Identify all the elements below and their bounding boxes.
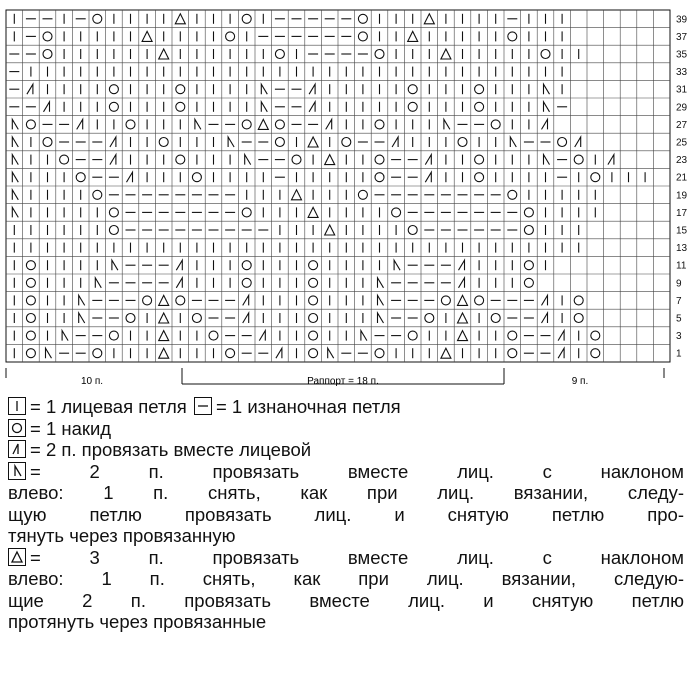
legend-skpo-text-1: = 2 п. провязать вместе лиц. с наклоном bbox=[30, 460, 684, 482]
yarn-over-stitch bbox=[109, 226, 118, 235]
legend-sk2po-line-4: протянуть через провязанные bbox=[8, 611, 267, 632]
row-number: 31 bbox=[676, 84, 688, 96]
k2tog-stitch bbox=[44, 102, 50, 112]
yarn-over-stitch bbox=[26, 349, 35, 358]
sk2po-symbol-icon bbox=[8, 548, 26, 566]
sk2po-stitch bbox=[159, 331, 169, 341]
legend-skpo-line-3: щую петлю провязать лиц. и снятую петлю про- bbox=[8, 503, 684, 525]
sk2po-stitch bbox=[441, 49, 451, 59]
yarn-over-stitch bbox=[226, 349, 235, 358]
yarn-over-stitch bbox=[358, 14, 367, 23]
yarn-over-stitch bbox=[159, 138, 168, 147]
sk2po-stitch bbox=[159, 295, 169, 305]
yarn-over-stitch bbox=[93, 14, 102, 23]
yarn-over-stitch bbox=[275, 120, 284, 129]
k2tog-stitch bbox=[27, 84, 33, 94]
yarn-over-stitch bbox=[342, 138, 351, 147]
yarn-over-stitch bbox=[176, 102, 185, 111]
yarn-over-stitch bbox=[375, 155, 384, 164]
yarn-over-stitch bbox=[126, 120, 135, 129]
sk2po-stitch bbox=[258, 119, 268, 129]
sk2po-stitch bbox=[292, 190, 302, 200]
legend-knit-purl bbox=[8, 396, 684, 418]
yarn-over-stitch bbox=[275, 138, 284, 147]
yarn-over-stitch bbox=[375, 50, 384, 59]
k2tog-stitch bbox=[558, 348, 564, 358]
row-number: 37 bbox=[676, 31, 688, 43]
purl-symbol-icon bbox=[194, 397, 212, 415]
yarn-over-stitch bbox=[475, 296, 484, 305]
skpo-stitch bbox=[12, 119, 18, 129]
yarn-over-stitch bbox=[192, 314, 201, 323]
yarn-over-stitch bbox=[275, 50, 284, 59]
yarn-over-stitch bbox=[26, 261, 35, 270]
sk2po-stitch bbox=[458, 331, 468, 341]
yarn-over-stitch bbox=[375, 349, 384, 358]
yarn-over-stitch bbox=[109, 85, 118, 94]
skpo-stitch bbox=[12, 172, 18, 182]
yarn-over-stitch bbox=[408, 102, 417, 111]
yarn-over-stitch bbox=[126, 314, 135, 323]
yarn-over-stitch bbox=[242, 14, 251, 23]
yarn-over-stitch bbox=[242, 278, 251, 287]
yarn-over-stitch bbox=[109, 331, 118, 340]
skpo-stitch bbox=[12, 207, 18, 217]
legend-knit-text: = 1 лицевая петля bbox=[30, 396, 187, 417]
legend-sk2po-text-1: = 3 п. провязать вместе лиц. с наклоном bbox=[30, 546, 684, 568]
skpo-stitch bbox=[378, 278, 384, 288]
yarn-over-stitch bbox=[491, 120, 500, 129]
yarn-over-stitch bbox=[558, 138, 567, 147]
row-number: 3 bbox=[676, 331, 682, 343]
legend-purl-text: = 1 изнаночная петля bbox=[215, 396, 401, 417]
k2tog-stitch bbox=[77, 119, 83, 129]
skpo-stitch bbox=[195, 119, 201, 129]
yarn-over-stitch bbox=[176, 85, 185, 94]
row-number-column bbox=[676, 14, 688, 359]
legend-skpo-line-4: тянуть через провязанную bbox=[8, 525, 236, 546]
yarn-over-stitch bbox=[475, 85, 484, 94]
yarn-over-symbol-icon bbox=[8, 419, 26, 437]
k2tog-stitch bbox=[127, 172, 133, 182]
skpo-stitch bbox=[394, 260, 400, 270]
skpo-stitch bbox=[62, 331, 68, 341]
yarn-over-stitch bbox=[408, 226, 417, 235]
yarn-over-stitch bbox=[43, 32, 52, 41]
yarn-over-stitch bbox=[408, 331, 417, 340]
skpo-stitch bbox=[261, 102, 267, 112]
row-number: 39 bbox=[676, 14, 688, 26]
yarn-over-stitch bbox=[26, 278, 35, 287]
sk2po-stitch bbox=[175, 14, 185, 24]
row-number: 7 bbox=[676, 295, 682, 307]
yarn-over-stitch bbox=[242, 261, 251, 270]
skpo-stitch bbox=[510, 137, 516, 147]
yarn-over-stitch bbox=[524, 278, 533, 287]
yarn-over-stitch bbox=[143, 296, 152, 305]
yarn-over-stitch bbox=[475, 173, 484, 182]
legend-sk2po-line-1 bbox=[8, 547, 684, 569]
legend-skpo-line-2: влево: 1 п. снять, как при лиц. вязании, следу- bbox=[8, 482, 684, 503]
skpo-stitch bbox=[328, 348, 334, 358]
skpo-stitch bbox=[79, 295, 85, 305]
yarn-over-stitch bbox=[475, 155, 484, 164]
row-number: 33 bbox=[676, 67, 688, 79]
k2tog-stitch bbox=[309, 84, 315, 94]
sk2po-stitch bbox=[441, 348, 451, 358]
yarn-over-stitch bbox=[375, 173, 384, 182]
skpo-stitch bbox=[12, 137, 18, 147]
k2tog-stitch bbox=[276, 348, 282, 358]
legend-skpo-line-1 bbox=[8, 461, 684, 483]
k2tog-stitch bbox=[176, 278, 182, 288]
yarn-over-stitch bbox=[425, 314, 434, 323]
sk2po-stitch bbox=[458, 313, 468, 323]
row-number: 5 bbox=[676, 313, 682, 325]
yarn-over-stitch bbox=[541, 50, 550, 59]
row-number: 35 bbox=[676, 49, 688, 61]
skpo-stitch bbox=[378, 313, 384, 323]
sk2po-stitch bbox=[458, 295, 468, 305]
skpo-stitch bbox=[378, 295, 384, 305]
yarn-over-stitch bbox=[358, 32, 367, 41]
skpo-stitch bbox=[361, 331, 367, 341]
chart-grid bbox=[6, 10, 670, 362]
yarn-over-stitch bbox=[574, 314, 583, 323]
knit-symbol-icon bbox=[8, 397, 26, 415]
k2tog-stitch bbox=[542, 313, 548, 323]
yarn-over-stitch bbox=[591, 173, 600, 182]
yarn-over-stitch bbox=[209, 331, 218, 340]
yarn-over-stitch bbox=[392, 208, 401, 217]
row-number: 1 bbox=[676, 348, 682, 360]
k2tog-stitch bbox=[176, 260, 182, 270]
yarn-over-stitch bbox=[524, 208, 533, 217]
yarn-over-stitch bbox=[60, 155, 69, 164]
yarn-over-stitch bbox=[309, 278, 318, 287]
yarn-over-stitch bbox=[309, 331, 318, 340]
skpo-stitch bbox=[12, 155, 18, 165]
yarn-over-stitch bbox=[242, 120, 251, 129]
skpo-stitch bbox=[79, 313, 85, 323]
yarn-over-stitch bbox=[358, 190, 367, 199]
yarn-over-stitch bbox=[192, 173, 201, 182]
yarn-over-stitch bbox=[109, 208, 118, 217]
k2tog-stitch bbox=[575, 137, 581, 147]
yarn-over-stitch bbox=[524, 226, 533, 235]
yarn-over-stitch bbox=[491, 314, 500, 323]
sk2po-stitch bbox=[159, 348, 169, 358]
legend-sk2po-line-2: влево: 1 п. снять, как при лиц. вязании, следую- bbox=[8, 568, 684, 589]
yarn-over-stitch bbox=[76, 173, 85, 182]
row-number: 9 bbox=[676, 278, 682, 290]
yarn-over-stitch bbox=[375, 120, 384, 129]
yarn-over-stitch bbox=[26, 296, 35, 305]
yarn-over-stitch bbox=[309, 349, 318, 358]
legend-yo bbox=[8, 418, 684, 440]
k2tog-symbol-icon bbox=[8, 440, 26, 458]
legend-k2tog bbox=[8, 439, 684, 461]
sk2po-stitch bbox=[408, 31, 418, 41]
k2tog-stitch bbox=[542, 295, 548, 305]
row-number: 29 bbox=[676, 102, 688, 114]
yarn-over-stitch bbox=[242, 208, 251, 217]
k2tog-stitch bbox=[110, 155, 116, 165]
k2tog-stitch bbox=[392, 137, 398, 147]
yarn-over-stitch bbox=[475, 102, 484, 111]
skpo-stitch bbox=[544, 102, 550, 112]
skpo-stitch bbox=[544, 84, 550, 94]
row-number: 25 bbox=[676, 137, 688, 149]
k2tog-stitch bbox=[326, 119, 332, 129]
row-number: 11 bbox=[676, 260, 687, 272]
k2tog-stitch bbox=[243, 295, 249, 305]
yarn-over-stitch bbox=[176, 155, 185, 164]
yarn-over-stitch bbox=[591, 349, 600, 358]
sk2po-stitch bbox=[325, 155, 335, 165]
yarn-over-stitch bbox=[309, 296, 318, 305]
yarn-over-stitch bbox=[458, 138, 467, 147]
sk2po-stitch bbox=[325, 225, 335, 235]
yarn-over-stitch bbox=[508, 190, 517, 199]
yarn-over-stitch bbox=[292, 155, 301, 164]
k2tog-stitch bbox=[243, 313, 249, 323]
k2tog-stitch bbox=[309, 102, 315, 112]
yarn-over-stitch bbox=[43, 50, 52, 59]
skpo-stitch bbox=[95, 278, 101, 288]
repeat-label: Раппорт = 18 п. bbox=[307, 376, 379, 387]
yarn-over-stitch bbox=[93, 349, 102, 358]
yarn-over-stitch bbox=[309, 314, 318, 323]
k2tog-stitch bbox=[425, 155, 431, 165]
yarn-over-stitch bbox=[26, 331, 35, 340]
legend-k2tog-text: = 2 п. провязать вместе лицевой bbox=[30, 439, 312, 460]
sk2po-stitch bbox=[159, 49, 169, 59]
yarn-over-stitch bbox=[176, 296, 185, 305]
row-number: 27 bbox=[676, 119, 688, 131]
k2tog-stitch bbox=[425, 172, 431, 182]
skpo-stitch bbox=[12, 190, 18, 200]
yarn-over-stitch bbox=[93, 190, 102, 199]
yarn-over-stitch bbox=[441, 296, 450, 305]
yarn-over-stitch bbox=[508, 331, 517, 340]
yarn-over-stitch bbox=[591, 331, 600, 340]
yarn-over-stitch bbox=[408, 85, 417, 94]
yarn-over-stitch bbox=[574, 155, 583, 164]
skpo-stitch bbox=[46, 348, 52, 358]
k2tog-stitch bbox=[608, 155, 614, 165]
k2tog-stitch bbox=[542, 119, 548, 129]
skpo-stitch bbox=[228, 137, 234, 147]
k2tog-stitch bbox=[459, 278, 465, 288]
row-number: 19 bbox=[676, 190, 688, 202]
right-stitch-count: 9 п. bbox=[571, 376, 589, 387]
yarn-over-stitch bbox=[26, 120, 35, 129]
legend-sk2po-line-3: щие 2 п. провязать вместе лиц. и снятую петлю bbox=[8, 589, 684, 611]
k2tog-stitch bbox=[558, 331, 564, 341]
yarn-over-stitch bbox=[109, 102, 118, 111]
skpo-symbol-icon bbox=[8, 462, 26, 480]
stitch-count-annotations bbox=[6, 368, 664, 387]
yarn-over-stitch bbox=[508, 349, 517, 358]
yarn-over-stitch bbox=[43, 138, 52, 147]
skpo-stitch bbox=[245, 155, 251, 165]
chart-legend bbox=[8, 396, 684, 633]
row-number: 23 bbox=[676, 155, 688, 167]
yarn-over-stitch bbox=[309, 261, 318, 270]
k2tog-stitch bbox=[110, 137, 116, 147]
yarn-over-stitch bbox=[574, 296, 583, 305]
k2tog-stitch bbox=[459, 260, 465, 270]
yarn-over-stitch bbox=[508, 32, 517, 41]
sk2po-stitch bbox=[142, 31, 152, 41]
sk2po-stitch bbox=[159, 313, 169, 323]
skpo-stitch bbox=[261, 84, 267, 94]
skpo-stitch bbox=[444, 119, 450, 129]
skpo-stitch bbox=[544, 155, 550, 165]
row-number: 17 bbox=[676, 207, 688, 219]
skpo-stitch bbox=[112, 260, 118, 270]
legend-yo-text: = 1 накид bbox=[30, 417, 112, 439]
yarn-over-stitch bbox=[226, 32, 235, 41]
yarn-over-stitch bbox=[524, 261, 533, 270]
sk2po-stitch bbox=[308, 207, 318, 217]
left-stitch-count: 10 п. bbox=[80, 376, 104, 387]
row-number: 15 bbox=[676, 225, 688, 237]
sk2po-stitch bbox=[308, 137, 318, 147]
sk2po-stitch bbox=[424, 14, 434, 24]
row-number: 13 bbox=[676, 243, 688, 255]
k2tog-stitch bbox=[259, 331, 265, 341]
yarn-over-stitch bbox=[26, 314, 35, 323]
row-number: 21 bbox=[676, 172, 688, 184]
